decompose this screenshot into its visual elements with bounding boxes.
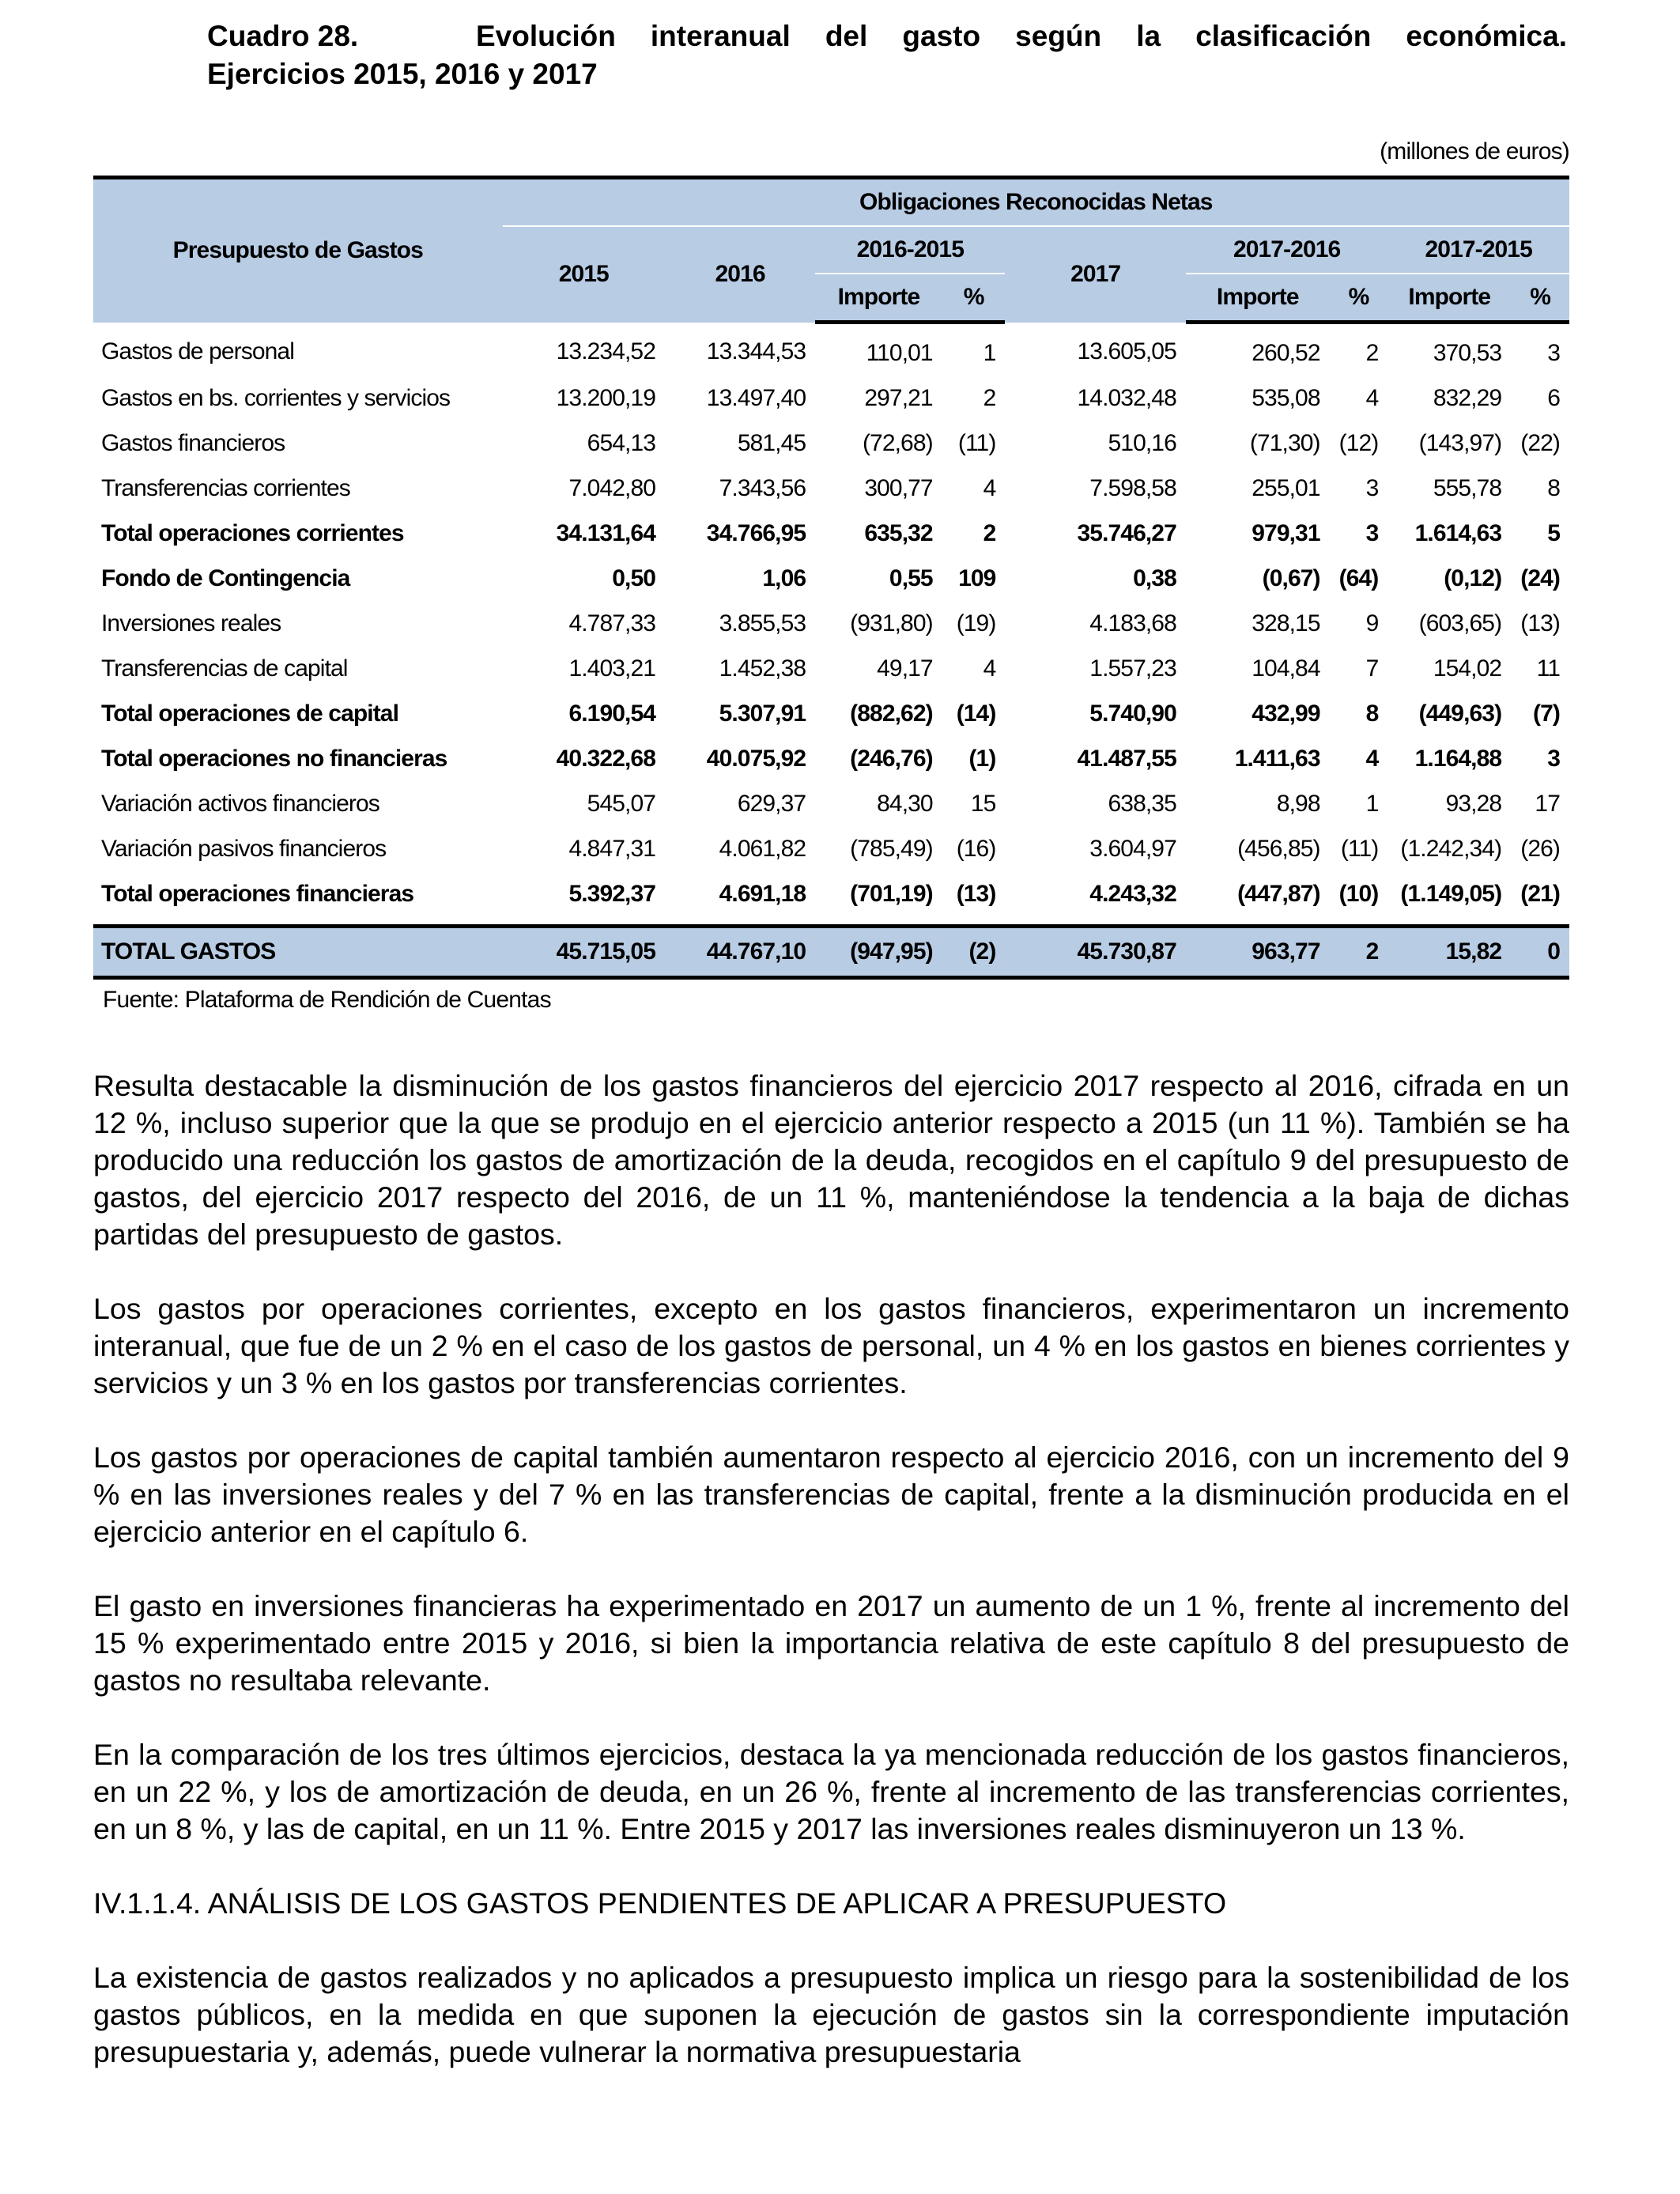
cell-v2016: 1.452,38 bbox=[719, 655, 806, 682]
cell-pct1: 4 bbox=[983, 474, 996, 501]
cell-v2016: 581,45 bbox=[737, 429, 806, 456]
cell-v2016: 3.855,53 bbox=[719, 610, 806, 636]
cell-pct2: 7 bbox=[1365, 655, 1379, 682]
cell-pct3: 6 bbox=[1547, 384, 1560, 411]
cell-pct2: 2 bbox=[1330, 927, 1388, 978]
cell-label: Variación activos financieros bbox=[101, 790, 379, 817]
cell-pct3: (26) bbox=[1520, 835, 1560, 862]
table-row bbox=[93, 646, 1569, 691]
cell-imp2: (447,87) bbox=[1237, 880, 1320, 907]
cell-v2017: 41.487,55 bbox=[1077, 745, 1176, 772]
cell-imp1: 635,32 bbox=[864, 519, 933, 546]
cell-imp1: (931,80) bbox=[850, 610, 933, 636]
table-row bbox=[93, 781, 1569, 826]
cell-pct3: 3 bbox=[1547, 745, 1560, 772]
cell-pct1: 4 bbox=[983, 655, 996, 682]
cell-label: Variación pasivos financieros bbox=[101, 835, 387, 862]
cell-imp3: 154,02 bbox=[1433, 655, 1502, 682]
cell-v2017: 4.183,68 bbox=[1089, 610, 1176, 636]
cell-imp1: (72,68) bbox=[862, 429, 933, 456]
paragraph-3: Los gastos por operaciones de capital también aumentaron respecto al ejercicio 2016, con un incremento del 9 % en las inversiones reales y del 7 % en las transferencias de capital, frente a la disminución producida en el ejercicio anterior en el capítulo 6. bbox=[93, 1441, 1569, 1548]
paragraph-4: El gasto en inversiones financieras ha experimentado en 2017 un aumento de un 1 %, frente al incremento del 15 % experimentado entre 2015 y 2016, si bien la importancia relativa de este capítulo 8 del presupuesto de gastos no resultaba relevante. bbox=[93, 1589, 1569, 1697]
cell-imp2: 8,98 bbox=[1276, 790, 1320, 817]
cell-v2015: 1.403,21 bbox=[568, 655, 656, 682]
paragraph-2: Los gastos por operaciones corrientes, excepto en los gastos financieros, experimentaron un incremento interanual, que fue de un 2 % en el caso de los gastos de personal, un 4 % en los gastos en bienes corrientes y servicios y un 3 % en los gastos por transferencias corrientes. bbox=[93, 1292, 1569, 1399]
cell-v2016: 13.497,40 bbox=[706, 384, 806, 411]
cell-v2016: 1,06 bbox=[762, 565, 806, 591]
cell-pct1: (2) bbox=[942, 927, 1006, 978]
header-2016: 2016 bbox=[665, 226, 815, 323]
header-group: Obligaciones Reconocidas Netas bbox=[503, 178, 1569, 227]
cell-imp3: 1.614,63 bbox=[1414, 519, 1502, 546]
cell-label: Total operaciones no financieras bbox=[101, 745, 447, 772]
header-pct-1: % bbox=[942, 274, 1006, 323]
cell-pct2: 4 bbox=[1365, 745, 1379, 772]
cell-imp2: 1.411,63 bbox=[1234, 745, 1320, 772]
cell-v2015: 545,07 bbox=[587, 790, 656, 817]
cell-imp1: (882,62) bbox=[850, 700, 933, 727]
cell-imp1: 49,17 bbox=[877, 655, 933, 682]
cell-imp1: 84,30 bbox=[877, 790, 933, 817]
cell-imp1: 0,55 bbox=[889, 565, 933, 591]
cell-v2015: 0,50 bbox=[612, 565, 656, 591]
caption-number: Cuadro 28. bbox=[207, 20, 359, 52]
cell-imp1: 110,01 bbox=[866, 339, 933, 366]
cell-imp2: (71,30) bbox=[1249, 429, 1320, 456]
cell-pct2: (11) bbox=[1340, 835, 1379, 862]
units-note: (millones de euros) bbox=[1380, 138, 1569, 164]
header-2016-2015: 2016-2015 bbox=[815, 226, 1005, 274]
header-2015: 2015 bbox=[503, 226, 665, 323]
cell-v2017: 45.730,87 bbox=[1005, 927, 1185, 978]
cell-pct3: 0 bbox=[1511, 927, 1569, 978]
cell-imp1: (785,49) bbox=[850, 835, 933, 862]
caption-line-1 bbox=[207, 17, 1567, 55]
cell-v2015: 45.715,05 bbox=[503, 927, 665, 978]
header-importe-1: Importe bbox=[815, 274, 942, 323]
table-row bbox=[93, 556, 1569, 601]
cell-v2016: 5.307,91 bbox=[719, 700, 806, 727]
paragraph-1: Resulta destacable la disminución de los gastos financieros del ejercicio 2017 respecto al 2016, cifrada en un 12 %, incluso superior que la que se produjo en el ejercicio anterior respecto a 2015 (un 11 %). También se ha producido una reducción los gastos de amortización de la deuda, recogidos en el capítulo 9 del presupuesto de gastos, del ejercicio 2017 respecto del 2016, de un 11 %, manteniéndose la tendencia a la baja de dichas partidas del presupuesto de gastos. bbox=[93, 1069, 1569, 1251]
cell-pct1: (14) bbox=[956, 700, 996, 727]
cell-imp2: 963,77 bbox=[1186, 927, 1330, 978]
header-importe-2: Importe bbox=[1186, 274, 1330, 323]
cell-v2017: 638,35 bbox=[1108, 790, 1176, 817]
header-2017-2015: 2017-2015 bbox=[1387, 226, 1569, 274]
table-spacer bbox=[93, 916, 1569, 927]
cell-pct3: (22) bbox=[1520, 429, 1560, 456]
cell-imp2: (456,85) bbox=[1237, 835, 1320, 862]
cell-pct1: 109 bbox=[958, 565, 996, 591]
caption-subtitle: Ejercicios 2015, 2016 y 2017 bbox=[207, 58, 598, 90]
cell-v2015: 4.847,31 bbox=[568, 835, 656, 862]
cell-label: Transferencias corrientes bbox=[101, 474, 350, 501]
cell-v2015: 5.392,37 bbox=[568, 880, 656, 907]
spacer-cell bbox=[93, 916, 1569, 927]
cell-imp1: (246,76) bbox=[850, 745, 933, 772]
cell-pct2: (12) bbox=[1338, 429, 1379, 456]
table-row bbox=[93, 421, 1569, 466]
cell-imp3: 1.164,88 bbox=[1414, 745, 1502, 772]
cell-pct2: 3 bbox=[1365, 519, 1379, 546]
cell-v2015: 34.131,64 bbox=[556, 519, 656, 546]
header-row-label: Presupuesto de Gastos bbox=[93, 178, 503, 323]
table-body bbox=[93, 323, 1569, 978]
cell-pct1: 1 bbox=[983, 339, 996, 366]
cell-pct3: (13) bbox=[1520, 610, 1560, 636]
cell-v2017: 1.557,23 bbox=[1089, 655, 1176, 682]
header-pct-2: % bbox=[1330, 274, 1388, 323]
cell-label: Fondo de Contingencia bbox=[101, 565, 350, 591]
cell-imp3: 832,29 bbox=[1433, 384, 1502, 411]
table-total-row bbox=[93, 927, 1569, 978]
cell-label: Inversiones reales bbox=[101, 610, 281, 636]
cell-pct2: 2 bbox=[1365, 339, 1379, 366]
cell-imp1: (947,95) bbox=[815, 927, 942, 978]
cell-v2016: 4.691,18 bbox=[719, 880, 806, 907]
cell-v2016: 7.343,56 bbox=[719, 474, 806, 501]
caption-title: Evolución interanual del gasto según la clasificación económica. bbox=[476, 20, 1567, 52]
cell-pct3: (21) bbox=[1520, 880, 1560, 907]
cell-imp3: (1.149,05) bbox=[1400, 880, 1502, 907]
cell-label: Total operaciones corrientes bbox=[101, 519, 404, 546]
table-caption bbox=[207, 17, 1567, 93]
cell-pct1: (11) bbox=[957, 429, 996, 456]
table-row bbox=[93, 871, 1569, 916]
table-header bbox=[93, 178, 1569, 323]
table-row bbox=[93, 323, 1569, 376]
cell-imp3: 370,53 bbox=[1433, 339, 1502, 366]
cell-imp1: (701,19) bbox=[850, 880, 933, 907]
cell-v2015: 13.200,19 bbox=[556, 384, 656, 411]
cell-pct3: (24) bbox=[1520, 565, 1560, 591]
table-row bbox=[93, 691, 1569, 736]
cell-pct2: 8 bbox=[1365, 700, 1379, 727]
cell-imp2: 328,15 bbox=[1252, 610, 1320, 636]
cell-imp2: 535,08 bbox=[1252, 384, 1320, 411]
cell-pct1: (16) bbox=[956, 835, 996, 862]
cell-imp3: (0,12) bbox=[1444, 565, 1502, 591]
cell-imp2: 432,99 bbox=[1252, 700, 1320, 727]
cell-pct1: (13) bbox=[956, 880, 996, 907]
cell-imp2: (0,67) bbox=[1262, 565, 1320, 591]
table-source: Fuente: Plataforma de Rendición de Cuentas bbox=[103, 987, 551, 1013]
paragraph-6: La existencia de gastos realizados y no aplicados a presupuesto implica un riesgo para la sostenibilidad de los gastos públicos, en la medida en que suponen la ejecución de gastos sin la correspondiente imputación presupuestaria y, además, puede vulnerar la normativa presupuestaria bbox=[93, 1961, 1569, 2068]
cell-pct3: 17 bbox=[1535, 790, 1560, 817]
cell-pct3: 3 bbox=[1547, 339, 1560, 366]
table-row bbox=[93, 376, 1569, 421]
cell-label: Transferencias de capital bbox=[101, 655, 348, 682]
cell-pct2: 1 bbox=[1365, 790, 1379, 817]
cell-v2017: 510,16 bbox=[1108, 429, 1176, 456]
cell-imp2: 104,84 bbox=[1252, 655, 1320, 682]
header-importe-3: Importe bbox=[1387, 274, 1511, 323]
cell-label: Gastos financieros bbox=[101, 429, 285, 456]
cell-pct2: (64) bbox=[1338, 565, 1379, 591]
cell-v2015: 6.190,54 bbox=[568, 700, 656, 727]
cell-v2017: 14.032,48 bbox=[1077, 384, 1176, 411]
cell-imp3: (1.242,34) bbox=[1400, 835, 1502, 862]
cell-imp2: 255,01 bbox=[1252, 474, 1320, 501]
table-row bbox=[93, 466, 1569, 511]
cell-pct1: (19) bbox=[956, 610, 996, 636]
cell-imp3: 15,82 bbox=[1387, 927, 1511, 978]
cell-v2016: 34.766,95 bbox=[706, 519, 806, 546]
cell-v2016: 629,37 bbox=[737, 790, 806, 817]
paragraph-5: En la comparación de los tres últimos ejercicios, destaca la ya mencionada reducción de los gastos financieros, en un 22 %, y los de amortización de deuda, en un 26 %, frente al incremento de las transferencias corrientes, en un 8 %, y las de capital, en un 11 %. Entre 2015 y 2017 las inversiones reales disminuyeron un 13 %. bbox=[93, 1738, 1569, 1845]
table-row bbox=[93, 736, 1569, 781]
header-2017: 2017 bbox=[1005, 226, 1185, 323]
cell-pct1: (1) bbox=[968, 745, 996, 772]
header-pct-3: % bbox=[1511, 274, 1569, 323]
cell-v2017: 13.605,05 bbox=[1077, 338, 1176, 365]
cell-imp1: 297,21 bbox=[864, 384, 933, 411]
cell-imp1: 300,77 bbox=[864, 474, 933, 501]
expense-table-container bbox=[93, 176, 1569, 980]
cell-pct3: (7) bbox=[1533, 700, 1560, 727]
cell-pct3: 11 bbox=[1536, 655, 1560, 682]
cell-v2017: 5.740,90 bbox=[1089, 700, 1176, 727]
cell-imp3: (143,97) bbox=[1418, 429, 1502, 456]
cell-imp3: (603,65) bbox=[1418, 610, 1502, 636]
cell-v2016: 13.344,53 bbox=[706, 338, 806, 365]
cell-v2017: 7.598,58 bbox=[1089, 474, 1176, 501]
cell-v2016: 4.061,82 bbox=[719, 835, 806, 862]
cell-pct2: 4 bbox=[1365, 384, 1379, 411]
cell-label: Gastos en bs. corrientes y servicios bbox=[101, 384, 451, 411]
cell-label: Gastos de personal bbox=[101, 338, 294, 365]
cell-label: Total operaciones de capital bbox=[101, 700, 399, 727]
cell-v2015: 40.322,68 bbox=[556, 745, 656, 772]
header-2017-2016: 2017-2016 bbox=[1186, 226, 1388, 274]
cell-v2017: 3.604,97 bbox=[1089, 835, 1176, 862]
cell-v2017: 35.746,27 bbox=[1077, 519, 1176, 546]
cell-imp2: 979,31 bbox=[1252, 519, 1320, 546]
cell-pct2: (10) bbox=[1338, 880, 1379, 907]
cell-pct2: 9 bbox=[1365, 610, 1379, 636]
cell-pct2: 3 bbox=[1365, 474, 1379, 501]
cell-v2016: 44.767,10 bbox=[665, 927, 815, 978]
cell-v2015: 4.787,33 bbox=[568, 610, 656, 636]
cell-v2015: 13.234,52 bbox=[556, 338, 656, 365]
cell-pct1: 2 bbox=[983, 384, 996, 411]
cell-pct3: 8 bbox=[1547, 474, 1560, 501]
cell-v2017: 4.243,32 bbox=[1089, 880, 1176, 907]
cell-imp3: 93,28 bbox=[1445, 790, 1502, 817]
cell-imp3: (449,63) bbox=[1418, 700, 1502, 727]
cell-pct1: 15 bbox=[970, 790, 996, 817]
table-row bbox=[93, 826, 1569, 871]
body-text bbox=[93, 1067, 1569, 2108]
cell-label: TOTAL GASTOS bbox=[93, 927, 503, 978]
cell-imp3: 555,78 bbox=[1433, 474, 1502, 501]
section-heading: IV.1.1.4. ANÁLISIS DE LOS GASTOS PENDIENTES DE APLICAR A PRESUPUESTO bbox=[93, 1886, 1227, 1920]
cell-v2015: 7.042,80 bbox=[568, 474, 656, 501]
cell-v2015: 654,13 bbox=[587, 429, 656, 456]
cell-pct1: 2 bbox=[983, 519, 996, 546]
cell-imp2: 260,52 bbox=[1252, 339, 1320, 366]
expense-evolution-table bbox=[93, 176, 1569, 980]
cell-v2017: 0,38 bbox=[1133, 565, 1176, 591]
cell-pct3: 5 bbox=[1547, 519, 1560, 546]
cell-label: Total operaciones financieras bbox=[101, 880, 414, 907]
table-row bbox=[93, 511, 1569, 556]
cell-v2016: 40.075,92 bbox=[706, 745, 806, 772]
table-row bbox=[93, 601, 1569, 646]
